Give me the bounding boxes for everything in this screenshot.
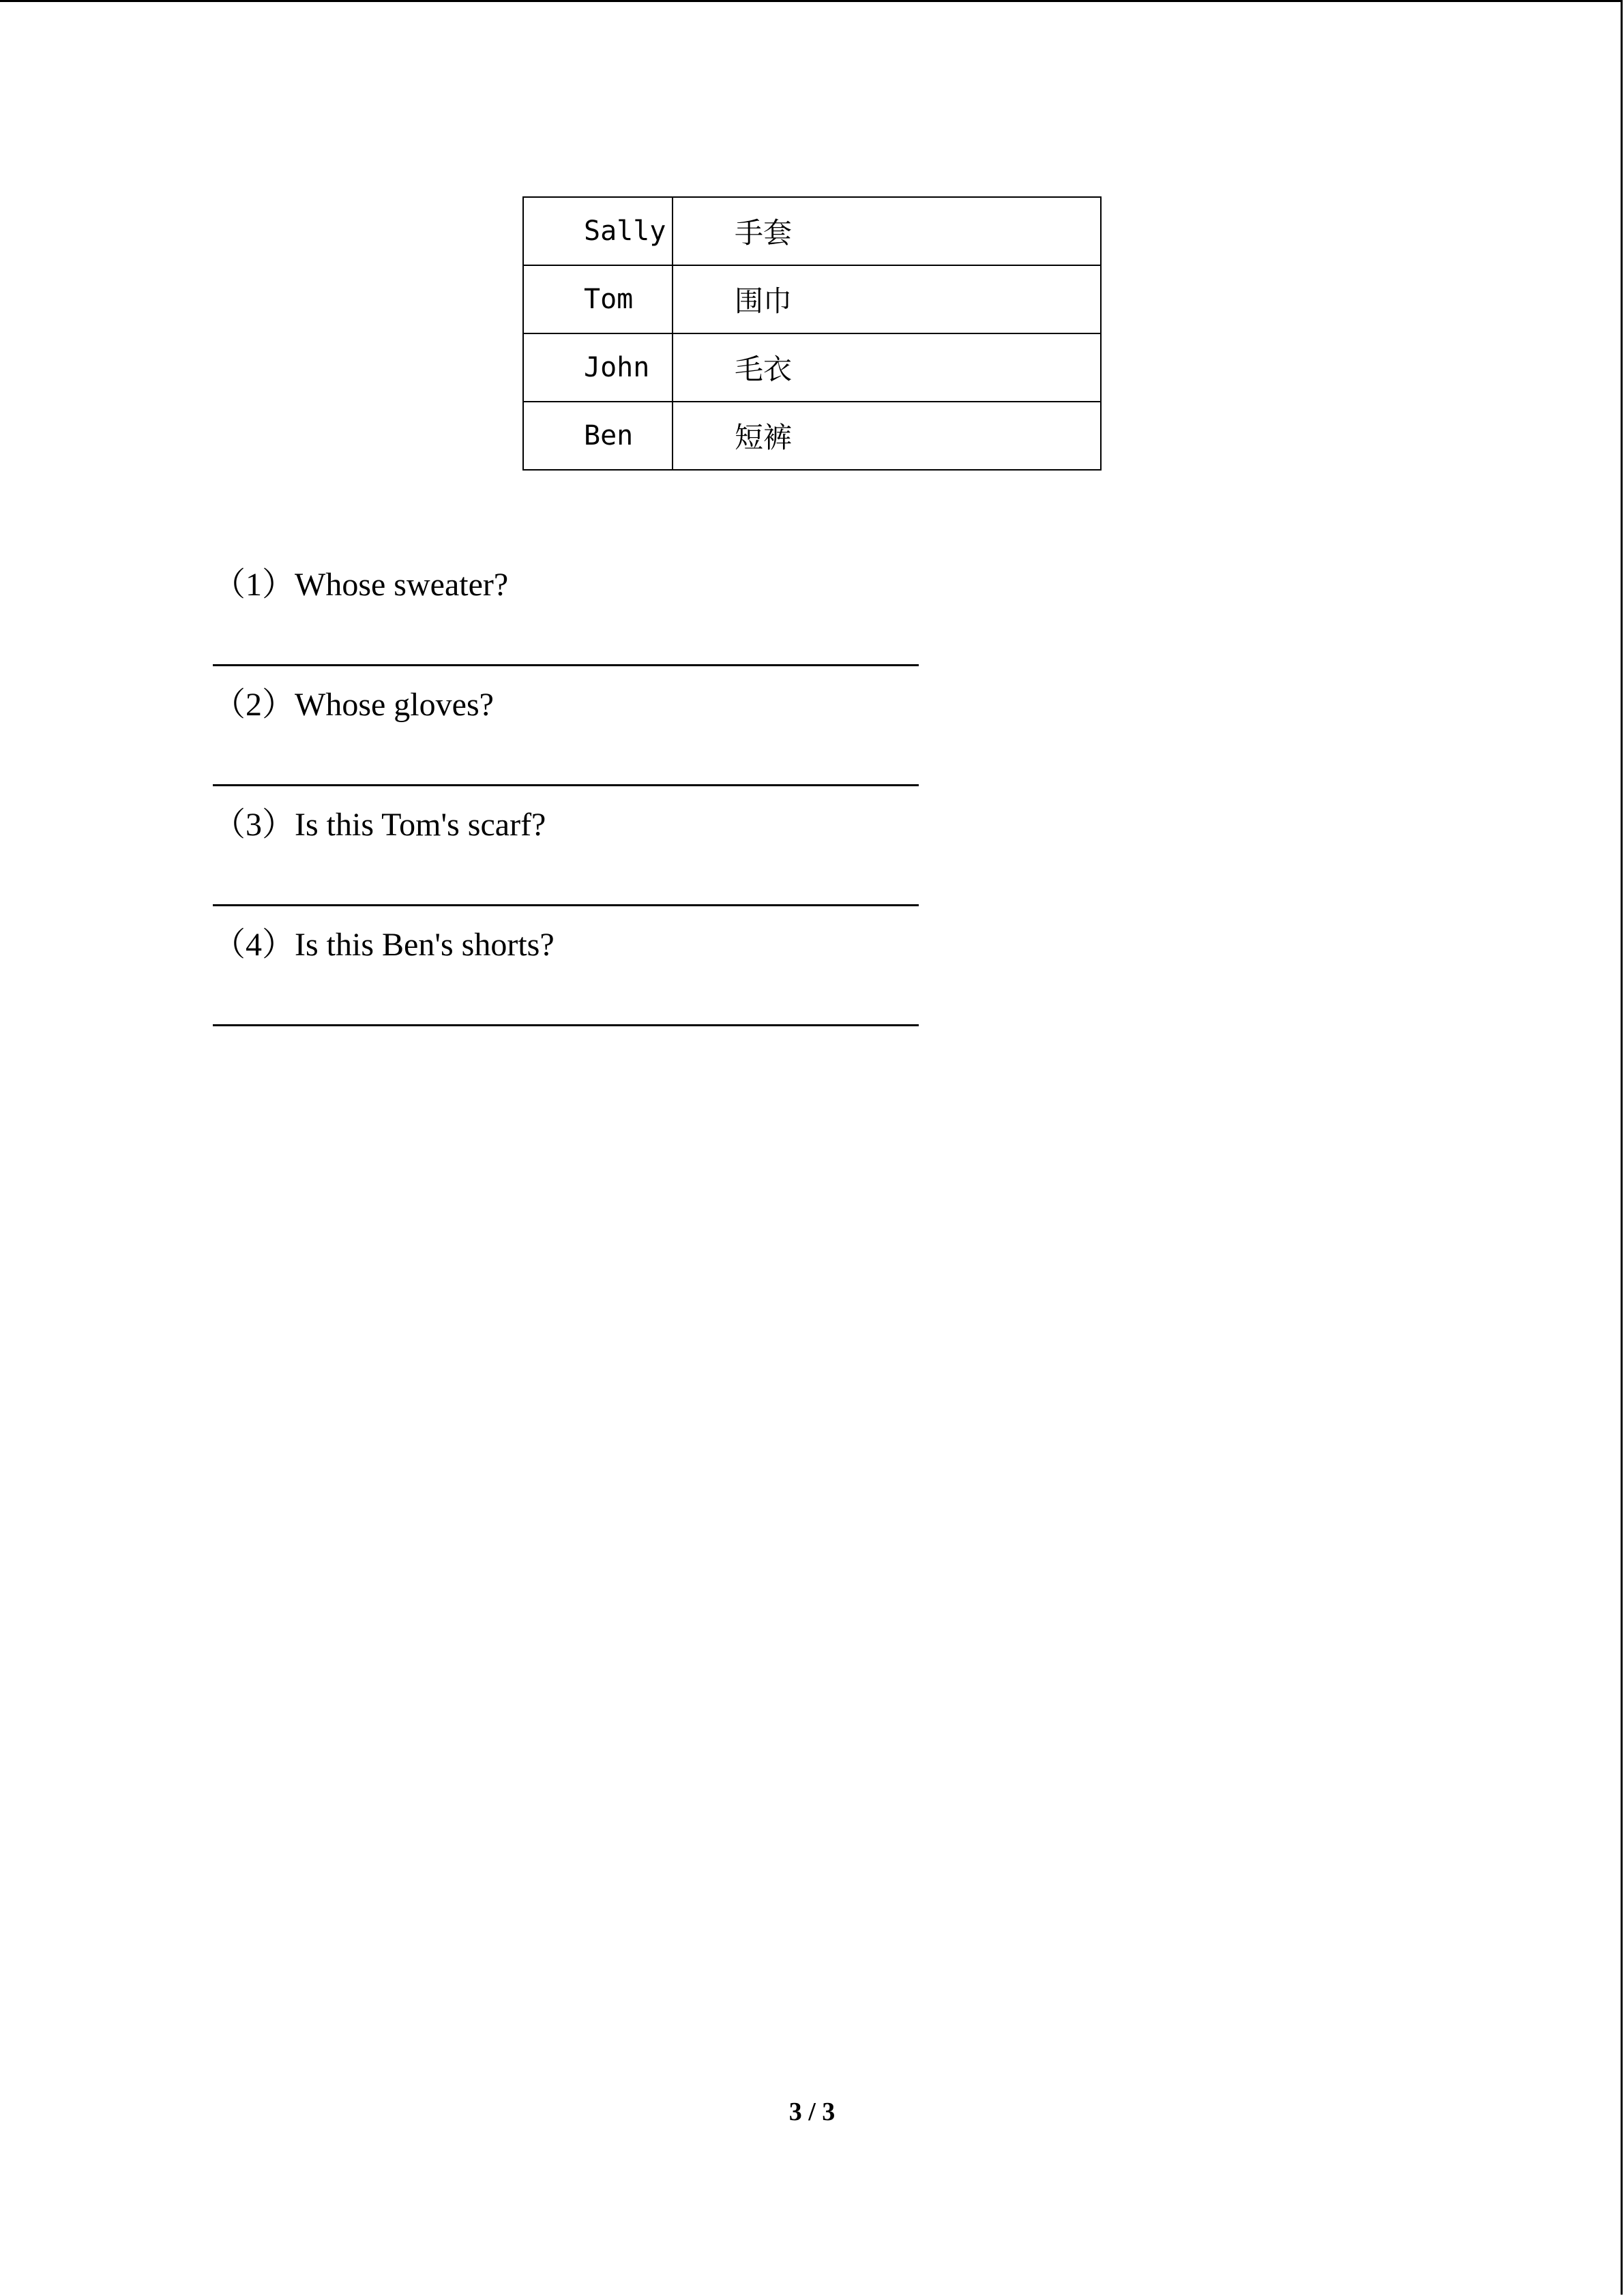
item-cell: 手套 <box>673 197 1101 265</box>
name-cell: Ben <box>523 402 673 470</box>
question-3 <box>213 805 919 846</box>
table-row <box>523 402 1101 470</box>
answer-line-1[interactable] <box>213 664 919 666</box>
name-item-table <box>522 196 1102 471</box>
name-cell: John <box>523 333 673 402</box>
answer-line-4[interactable] <box>213 1024 919 1026</box>
table-row <box>523 265 1101 333</box>
item-cell: 毛衣 <box>673 333 1101 402</box>
page-number: 3 / 3 <box>788 2098 836 2126</box>
question-number: （2） <box>213 687 295 723</box>
question-text: Whose gloves? <box>295 687 494 723</box>
name-cell: Tom <box>523 265 673 333</box>
table-row <box>523 333 1101 402</box>
question-text: Is this Tom's scarf? <box>295 807 546 843</box>
answer-line-3[interactable] <box>213 904 919 906</box>
question-number: （1） <box>213 567 295 603</box>
question-number: （3） <box>213 807 295 843</box>
item-cell: 围巾 <box>673 265 1101 333</box>
answer-line-2[interactable] <box>213 784 919 786</box>
name-cell: Sally <box>523 197 673 265</box>
question-4 <box>213 925 919 966</box>
question-text: Is this Ben's shorts? <box>295 927 555 963</box>
question-text: Whose sweater? <box>295 567 509 603</box>
question-1 <box>213 565 919 606</box>
question-2 <box>213 685 919 726</box>
table-row <box>523 197 1101 265</box>
question-number: （4） <box>213 927 295 963</box>
item-cell: 短裤 <box>673 402 1101 470</box>
